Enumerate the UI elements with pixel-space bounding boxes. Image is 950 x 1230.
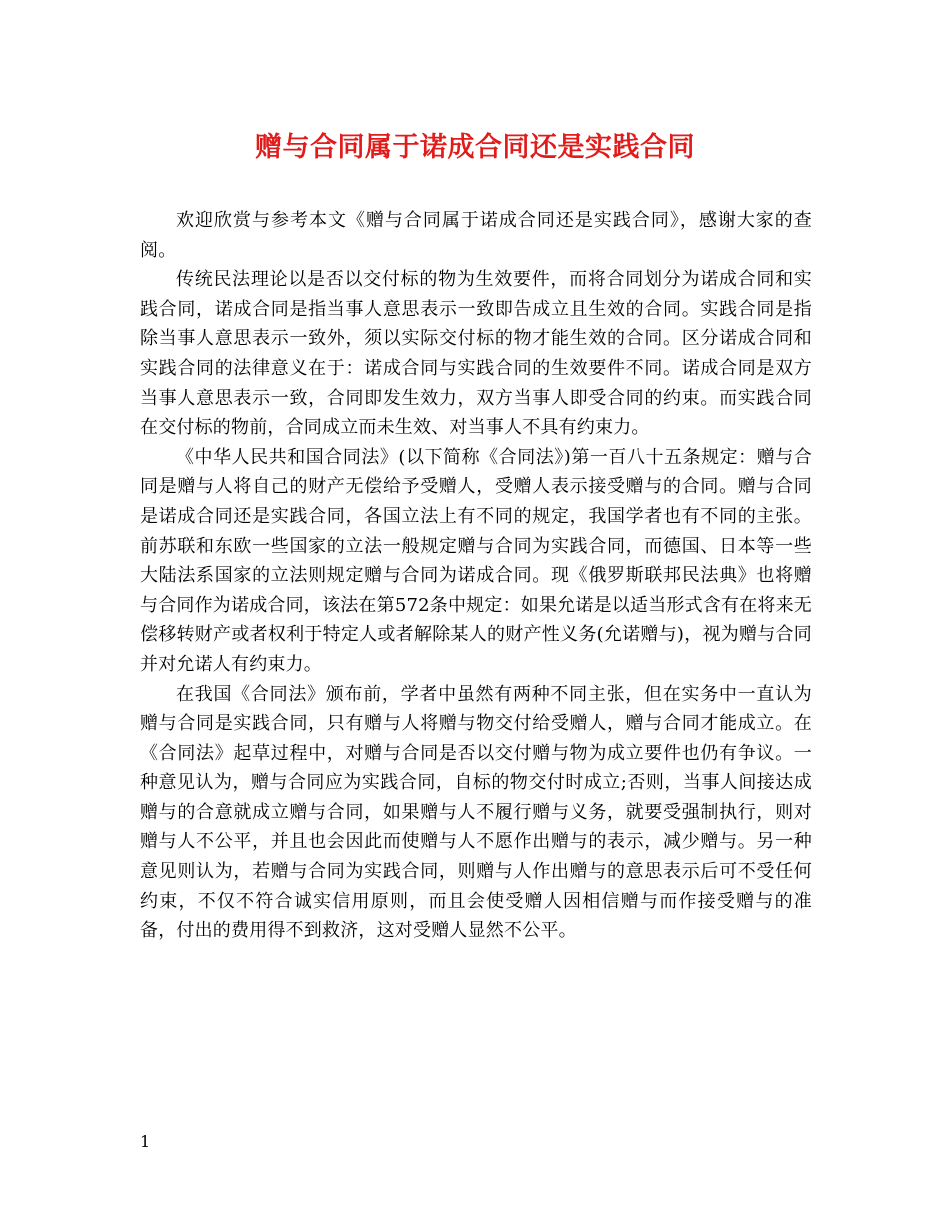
document-body: [140, 206, 812, 946]
paragraph-intro: 欢迎欣赏与参考本文《赠与合同属于诺成合同还是实践合同》，感谢大家的查阅。: [140, 210, 812, 261]
page-number: 1: [140, 1132, 151, 1151]
document-title: 赠与合同属于诺成合同还是实践合同: [255, 132, 695, 163]
paragraph-debate: 在我国《合同法》颁布前，学者中虽然有两种不同主张，但在实务中一直认为赠与合同是实践合同，只有赠与人将赠与物交付给受赠人，赠与合同才能成立。在《合同法》起草过程中，对赠与合同是否以交付赠与物为成立要件也仍有争议。一种意见认为，赠与合同应为实践合同，自标的物交付时成立;否则，当事人间接达成赠与的合意就成立赠与合同，如果赠与人不履行赠与义务，就要受强制执行，则对赠与人不公平，并且也会因此而使赠与人不愿作出赠与的表示，减少赠与。另一种意见则认为，若赠与合同为实践合同，则赠与人作出赠与的意思表示后可不受任何约束，不仅不符合诚实信用原则，而且会使受赠人因相信赠与而作接受赠与的准备，付出的费用得不到救济，这对受赠人显然不公平。: [140, 683, 812, 942]
paragraph-theory: 传统民法理论以是否以交付标的物为生效要件，而将合同划分为诺成合同和实践合同，诺成合同是指当事人意思表示一致即告成立且生效的合同。实践合同是指除当事人意思表示一致外，须以实际交付标的物才能生效的合同。区分诺成合同和实践合同的法律意义在于：诺成合同与实践合同的生效要件不同。诺成合同是双方当事人意思表示一致，合同即发生效力，双方当事人即受合同的约束。而实践合同在交付标的物前，合同成立而未生效、对当事人不具有约束力。: [140, 269, 812, 439]
paragraph-contract-law: 《中华人民共和国合同法》(以下简称《合同法》)第一百八十五条规定：赠与合同是赠与人将自己的财产无偿给予受赠人，受赠人表示接受赠与的合同。赠与合同是诺成合同还是实践合同，各国立法上有不同的规定，我国学者也有不同的主张。前苏联和东欧一些国家的立法一般规定赠与合同为实践合同，而德国、日本等一些大陆法系国家的立法则规定赠与合同为诺成合同。现《俄罗斯联邦民法典》也将赠与合同作为诺成合同，该法在第572条中规定：如果允诺是以适当形式含有在将来无偿移转财产或者权利于特定人或者解除某人的财产性义务(允诺赠与)，视为赠与合同并对允诺人有约束力。: [140, 446, 812, 675]
